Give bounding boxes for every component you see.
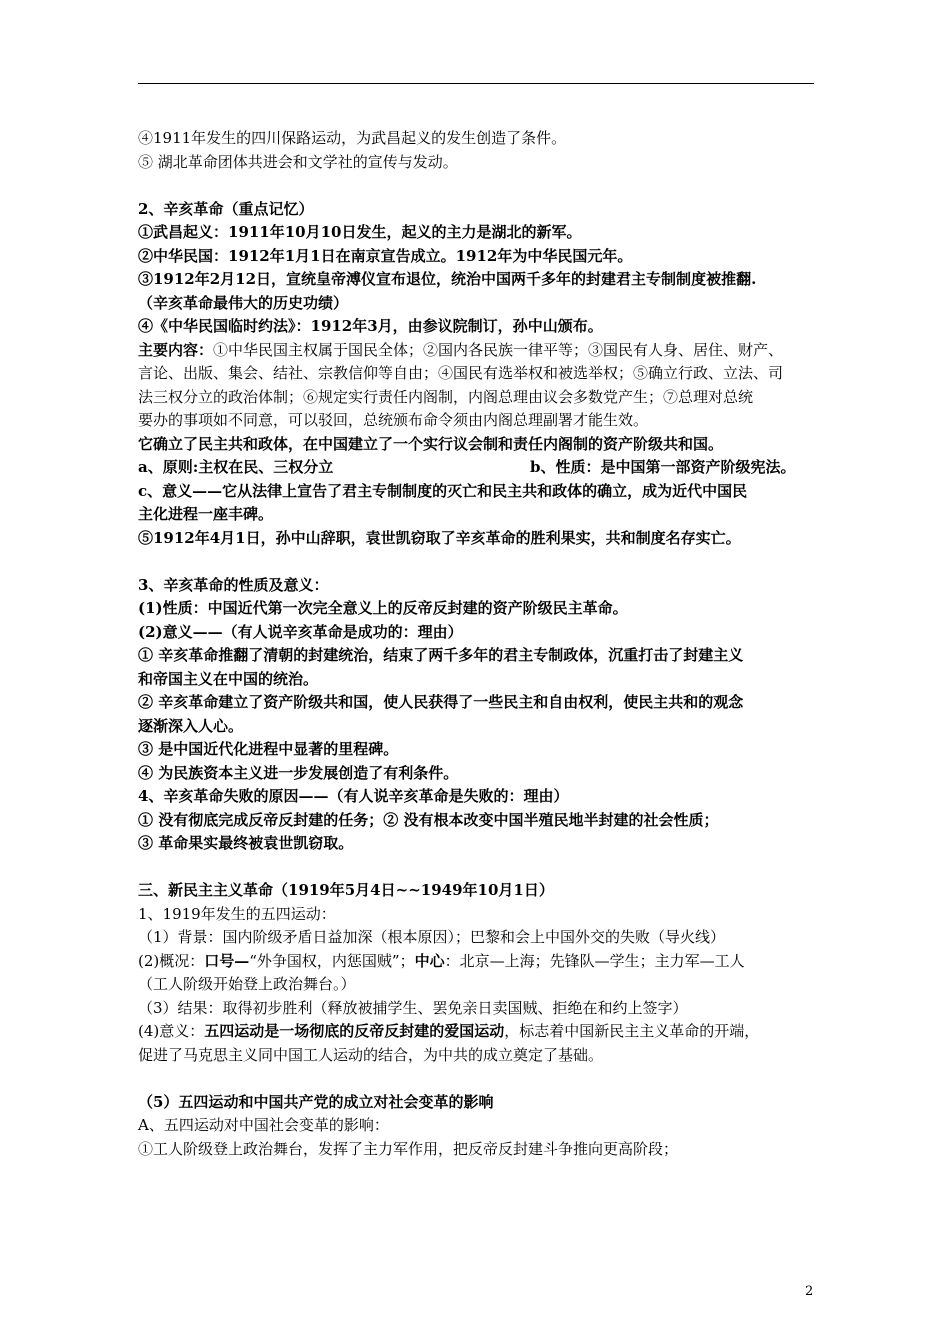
line-text: （工人阶级开始登上政治舞台。）: [138, 975, 356, 993]
text-line: [138, 221, 818, 245]
line-text3: ：北京—上海；先锋队—学生；主力军—工人: [444, 951, 745, 970]
text-line: [138, 903, 818, 927]
text-line: [138, 151, 818, 175]
text-line: [138, 691, 818, 715]
text-line: [138, 1114, 818, 1138]
line-text: (2)概况：: [138, 951, 205, 970]
header-rule: [138, 83, 814, 84]
line-text: 法三权分立的政治体制；⑥规定实行责任内阁制，内阁总理由议会多数党产生；⑦总理对总统: [138, 387, 754, 406]
line-text: ③ 革命果实最终被袁世凯窃取。: [138, 834, 354, 852]
text-line: [138, 809, 818, 833]
line-text: 言论、出版、集会、结社、宗教信仰等自由；④国民有选举权和被选举权；⑤确立行政、立法、司: [138, 364, 784, 382]
line-text: ①武昌起义：1911年10月10日发生，起义的主力是湖北的新军。: [138, 223, 582, 241]
line-text: ② 辛亥革命建立了资产阶级共和国，使人民获得了一些民主和自由权利，使民主共和的观念: [138, 693, 744, 711]
text-line: [138, 574, 818, 598]
text-line: [138, 339, 818, 363]
line-text: （5）五四运动和中国共产党的成立对社会变革的影响: [138, 1092, 494, 1111]
text-line: [138, 198, 818, 222]
line-text2: “外争国权，内惩国贼”；: [249, 951, 415, 970]
line-text: （辛亥革命最伟大的历史功绩）: [138, 293, 349, 312]
line-text: ④1911年发生的四川保路运动，为武昌起义的发生创造了条件。: [138, 129, 567, 147]
text-line: [138, 527, 818, 551]
text-line: [138, 926, 818, 950]
line-text: ②中华民国：1912年1月1日在南京宣告成立。1912年为中华民国元年。: [138, 246, 633, 265]
text-line: [138, 644, 818, 668]
text-line: [138, 480, 818, 504]
text-line: [138, 879, 818, 903]
line-text: 要办的事项如不同意，可以驳回，总统颁布命令须由内阁总理副署才能生效。: [138, 411, 649, 429]
text-line: [138, 315, 818, 339]
page-number: 2: [805, 1284, 814, 1299]
line-label: 主要内容：: [138, 340, 214, 359]
line-text: 和帝国主义在中国的统治。: [138, 669, 319, 688]
line-text: ④ 为民族资本主义进一步发展创造了有利条件。: [138, 763, 459, 782]
line-text: ① 没有彻底完成反帝反封建的任务；② 没有根本改变中国半殖民地半封建的社会性质；: [138, 810, 719, 829]
text-line: [138, 715, 818, 739]
text-line: [138, 409, 818, 433]
line-text: 1、1919年发生的五四运动：: [138, 904, 336, 923]
line-text: 4、辛亥革命失败的原因——（有人说辛亥革命是失败的：理由）: [138, 787, 569, 805]
line-text: （1）背景：国内阶级矛盾日益加深（根本原因）；巴黎和会上中国外交的失败（导火线）: [138, 928, 726, 946]
paragraph-gap: [138, 1067, 818, 1091]
text-line: [138, 738, 818, 762]
text-line: [138, 245, 818, 269]
line-text: 主化进程一座丰碑。: [138, 505, 274, 523]
text-line: [138, 950, 818, 974]
line-text: 逐渐深入人心。: [138, 716, 244, 735]
line-text: ③ 是中国近代化进程中显著的里程碑。: [138, 740, 399, 758]
paragraph-gap: [138, 174, 818, 198]
text-line: [138, 503, 818, 527]
text-line: [138, 668, 818, 692]
text-line: [138, 762, 818, 786]
line-text: c、意义——它从法律上宣告了君主专制制度的灭亡和民主共和政体的确立，成为近代中国民: [138, 481, 748, 500]
line-text: (2)意义——（有人说辛亥革命是成功的：理由）: [138, 622, 463, 641]
line-text: 2、辛亥革命（重点记忆）: [138, 199, 314, 218]
line-text: ⑤ 湖北革命团体共进会和文学社的宣传与发动。: [138, 152, 458, 171]
line-label2: 中心: [414, 951, 445, 970]
line-text: ①工人阶级登上政治舞台，发挥了主力军作用，把反帝反封建斗争推向更高阶段；: [138, 1139, 679, 1158]
paragraph-gap: [138, 856, 818, 880]
line-text: （3）结果：取得初步胜利（释放被捕学生、罢免亲日卖国贼、拒绝在和约上签字）: [138, 998, 688, 1017]
text-line: [138, 997, 818, 1021]
text-line: [138, 1020, 818, 1044]
text-line: [138, 292, 818, 316]
line-text2: b、性质：是中国第一部资产阶级宪法。: [530, 458, 796, 476]
line-text: ①中华民国主权属于国民全体；②国内各民族一律平等；③国民有人身、居住、财产、: [213, 340, 784, 359]
line-label: 口号—: [204, 951, 250, 970]
text-line: [138, 1044, 818, 1068]
text-line: [138, 127, 818, 151]
text-line: [138, 832, 818, 856]
line-text: 它确立了民主共和政体，在中国建立了一个实行议会制和责任内阁制的资产阶级共和国。: [138, 434, 724, 453]
text-line: [138, 268, 818, 292]
line-text2: ，标志着中国新民主主义革命的开端，: [504, 1022, 760, 1040]
line-text: 促进了马克思主义同中国工人运动的结合，为中共的成立奠定了基础。: [138, 1045, 604, 1064]
text-line: [138, 1138, 818, 1162]
line-text: ⑤1912年4月1日，孙中山辞职，袁世凯窃取了辛亥革命的胜利果实，共和制度名存实亡。: [138, 528, 741, 547]
line-text: 3、辛亥革命的性质及意义：: [138, 575, 329, 594]
line-text: ① 辛亥革命推翻了清朝的封建统治，结束了两千多年的君主专制政体，沉重打击了封建主义: [138, 646, 744, 664]
text-line: [138, 362, 818, 386]
text-line: [138, 456, 818, 480]
line-text: A、五四运动对中国社会变革的影响：: [138, 1116, 389, 1134]
text-line: [138, 621, 818, 645]
text-line: [138, 1091, 818, 1115]
text-line: [138, 386, 818, 410]
line-text: a、原则:主权在民、三权分立: [138, 458, 334, 476]
text-line: [138, 433, 818, 457]
line-text: (1)性质：中国近代第一次完全意义上的反帝反封建的资产阶级民主革命。: [138, 599, 628, 617]
text-line: [138, 973, 818, 997]
line-text: 三、新民主主义革命（1919年5月4日~~1949年10月1日）: [138, 881, 554, 899]
line-label: 五四运动是一场彻底的反帝反封建的爱国运动: [204, 1022, 505, 1040]
line-text: ③1912年2月12日，宣统皇帝溥仪宣布退位，统治中国两千多年的封建君主专制制度被推翻.: [138, 270, 757, 288]
line-text: ④《中华民国临时约法》：1912年3月，由参议院制订，孙中山颁布。: [138, 317, 603, 335]
line-text: (4)意义：: [138, 1022, 205, 1040]
paragraph-gap: [138, 550, 818, 574]
text-line: [138, 597, 818, 621]
document-body: [138, 127, 818, 1161]
text-line: [138, 785, 818, 809]
